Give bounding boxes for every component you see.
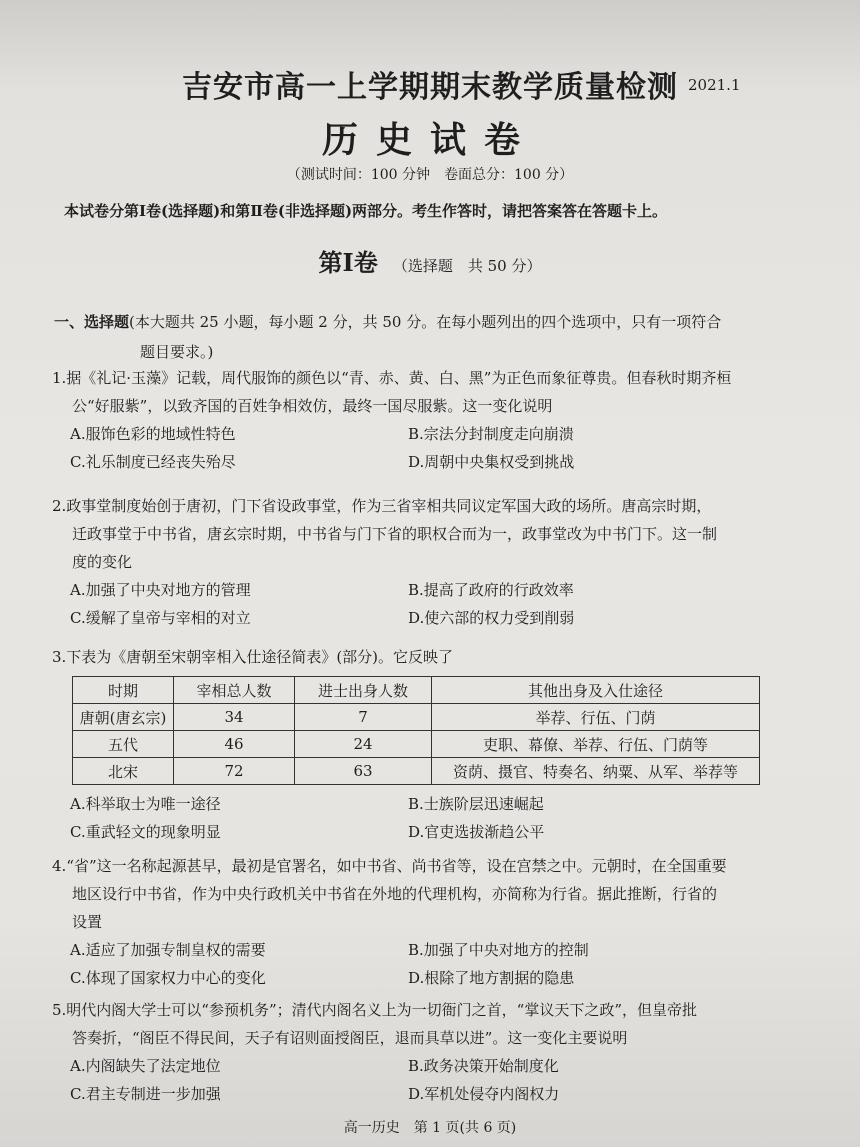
exam-instructions: 本试卷分第Ⅰ卷(选择题)和第Ⅱ卷(非选择题)两部分。考生作答时，请把答案答在答题卡上。 bbox=[64, 202, 668, 220]
option-a: A.加强了中央对地方的管理 bbox=[70, 581, 251, 599]
option-c: C.重武轻文的现象明显 bbox=[70, 823, 221, 841]
option-b: B.提高了政府的行政效率 bbox=[408, 581, 574, 599]
volume-heading bbox=[0, 243, 860, 278]
option-d: D.官吏选拔渐趋公平 bbox=[408, 823, 545, 841]
question-stem: 4.“省”这一名称起源甚早，最初是官署名，如中书省、尚书省等，设在宫禁之中。元朝时，在全国重要 bbox=[52, 857, 727, 875]
table-row bbox=[73, 758, 760, 785]
section-title: 一、选择题 bbox=[54, 313, 130, 331]
option-d: D.根除了地方割据的隐患 bbox=[408, 969, 575, 987]
table-row bbox=[73, 704, 760, 731]
option-b: B.士族阶层迅速崛起 bbox=[408, 795, 544, 813]
question-stem: 设置 bbox=[72, 913, 103, 931]
table-cell: 举荐、行伍、门荫 bbox=[432, 704, 760, 731]
question-stem: 1.据《礼记·玉藻》记载，周代服饰的颜色以“青、赤、黄、白、黑”为正色而象征尊贵。但春秋时期齐桓 bbox=[52, 369, 732, 387]
option-c: C.缓解了皇帝与宰相的对立 bbox=[70, 609, 251, 627]
option-row bbox=[52, 604, 822, 632]
table-cell: 吏职、幕僚、举荐、行伍、门荫等 bbox=[432, 731, 760, 758]
question-stem: 3.下表为《唐朝至宋朝宰相入仕途径简表》(部分)。它反映了 bbox=[52, 648, 454, 666]
table-cell: 34 bbox=[174, 704, 295, 731]
question-stem: 公“好服紫”，以致齐国的百姓争相效仿，最终一国尽服紫。这一变化说明 bbox=[72, 397, 553, 415]
option-c: C.礼乐制度已经丧失殆尽 bbox=[70, 453, 236, 471]
option-b: B.加强了中央对地方的控制 bbox=[408, 941, 589, 959]
question-stem: 5.明代内阁大学士可以“参预机务”；清代内阁名义上为一切衙门之首，“掌议天下之政”，但皇帝批 bbox=[52, 1001, 697, 1019]
question-5 bbox=[52, 996, 822, 1108]
table-row bbox=[73, 731, 760, 758]
question-2 bbox=[52, 492, 822, 632]
option-d: D.周朝中央集权受到挑战 bbox=[408, 453, 575, 471]
table-cell: 24 bbox=[295, 731, 432, 758]
volume-subtitle: （选择题 共 50 分） bbox=[392, 257, 542, 275]
question-1 bbox=[52, 364, 822, 476]
option-row bbox=[52, 420, 822, 448]
option-b: B.政务决策开始制度化 bbox=[408, 1057, 559, 1075]
subject-title: 历史试卷 bbox=[321, 119, 538, 161]
exam-meta: （测试时间：100 分钟 卷面总分：100 分） bbox=[286, 167, 574, 183]
table-cell: 63 bbox=[295, 758, 432, 785]
question-3-options bbox=[52, 790, 822, 846]
option-c: C.君主专制进一步加强 bbox=[70, 1085, 221, 1103]
option-row bbox=[52, 964, 822, 992]
table-cell: 五代 bbox=[73, 731, 174, 758]
exam-date: 2021.1 bbox=[688, 76, 741, 94]
section-heading bbox=[54, 307, 814, 367]
table-cell: 北宋 bbox=[73, 758, 174, 785]
option-a: A.内阁缺失了法定地位 bbox=[70, 1057, 221, 1075]
section-note: (本大题共 25 小题，每小题 2 分，共 50 分。在每小题列出的四个选项中，只有一项符合 bbox=[129, 313, 722, 331]
question-stem: 度的变化 bbox=[72, 553, 133, 571]
page-footer: 高一历史 第 1 页(共 6 页) bbox=[343, 1120, 517, 1136]
table-cell: 唐朝(唐玄宗) bbox=[73, 704, 174, 731]
table-header-row bbox=[73, 677, 760, 704]
section-note-continued: 题目要求。) bbox=[140, 343, 214, 361]
question-stem: 迁政事堂于中书省，唐玄宗时期，中书省与门下省的职权合而为一，政事堂改为中书门下。这一制 bbox=[72, 525, 718, 543]
question-4 bbox=[52, 852, 822, 992]
question-stem: 2.政事堂制度始创于唐初，门下省设政事堂，作为三省宰相共同议定军国大政的场所。唐高宗时期， bbox=[52, 497, 712, 515]
table-cell: 72 bbox=[174, 758, 295, 785]
option-row bbox=[52, 448, 822, 476]
option-a: A.科举取士为唯一途径 bbox=[70, 795, 221, 813]
question-stem: 地区设行中书省，作为中央行政机关中书省在外地的代理机构，亦简称为行省。据此推断，行省的 bbox=[72, 885, 718, 903]
table-cell: 7 bbox=[295, 704, 432, 731]
option-row bbox=[52, 790, 822, 818]
option-row bbox=[52, 576, 822, 604]
option-d: D.军机处侵夺内阁权力 bbox=[408, 1085, 560, 1103]
career-path-table bbox=[72, 676, 760, 785]
option-row bbox=[52, 936, 822, 964]
table-cell: 46 bbox=[174, 731, 295, 758]
table-header-cell: 进士出身人数 bbox=[295, 677, 432, 704]
table-header-cell: 宰相总人数 bbox=[174, 677, 295, 704]
option-c: C.体现了国家权力中心的变化 bbox=[70, 969, 266, 987]
option-row bbox=[52, 818, 822, 846]
option-b: B.宗法分封制度走向崩溃 bbox=[408, 425, 574, 443]
option-a: A.适应了加强专制皇权的需要 bbox=[70, 941, 266, 959]
option-d: D.使六部的权力受到削弱 bbox=[408, 609, 575, 627]
option-a: A.服饰色彩的地域性特色 bbox=[70, 425, 236, 443]
option-row bbox=[52, 1052, 822, 1080]
table-header-cell: 时期 bbox=[73, 677, 174, 704]
option-row bbox=[52, 1080, 822, 1108]
exam-title: 吉安市高一上学期期末教学质量检测 bbox=[182, 70, 678, 105]
question-3 bbox=[52, 643, 822, 671]
table-header-cell: 其他出身及入仕途径 bbox=[432, 677, 760, 704]
table-cell: 资荫、摄官、特奏名、纳粟、从军、举荐等 bbox=[432, 758, 760, 785]
volume-title: 第Ⅰ卷 bbox=[318, 248, 378, 277]
question-stem: 答奏折，“阁臣不得民间，天子有诏则面授阁臣，退而具草以进”。这一变化主要说明 bbox=[72, 1029, 628, 1047]
